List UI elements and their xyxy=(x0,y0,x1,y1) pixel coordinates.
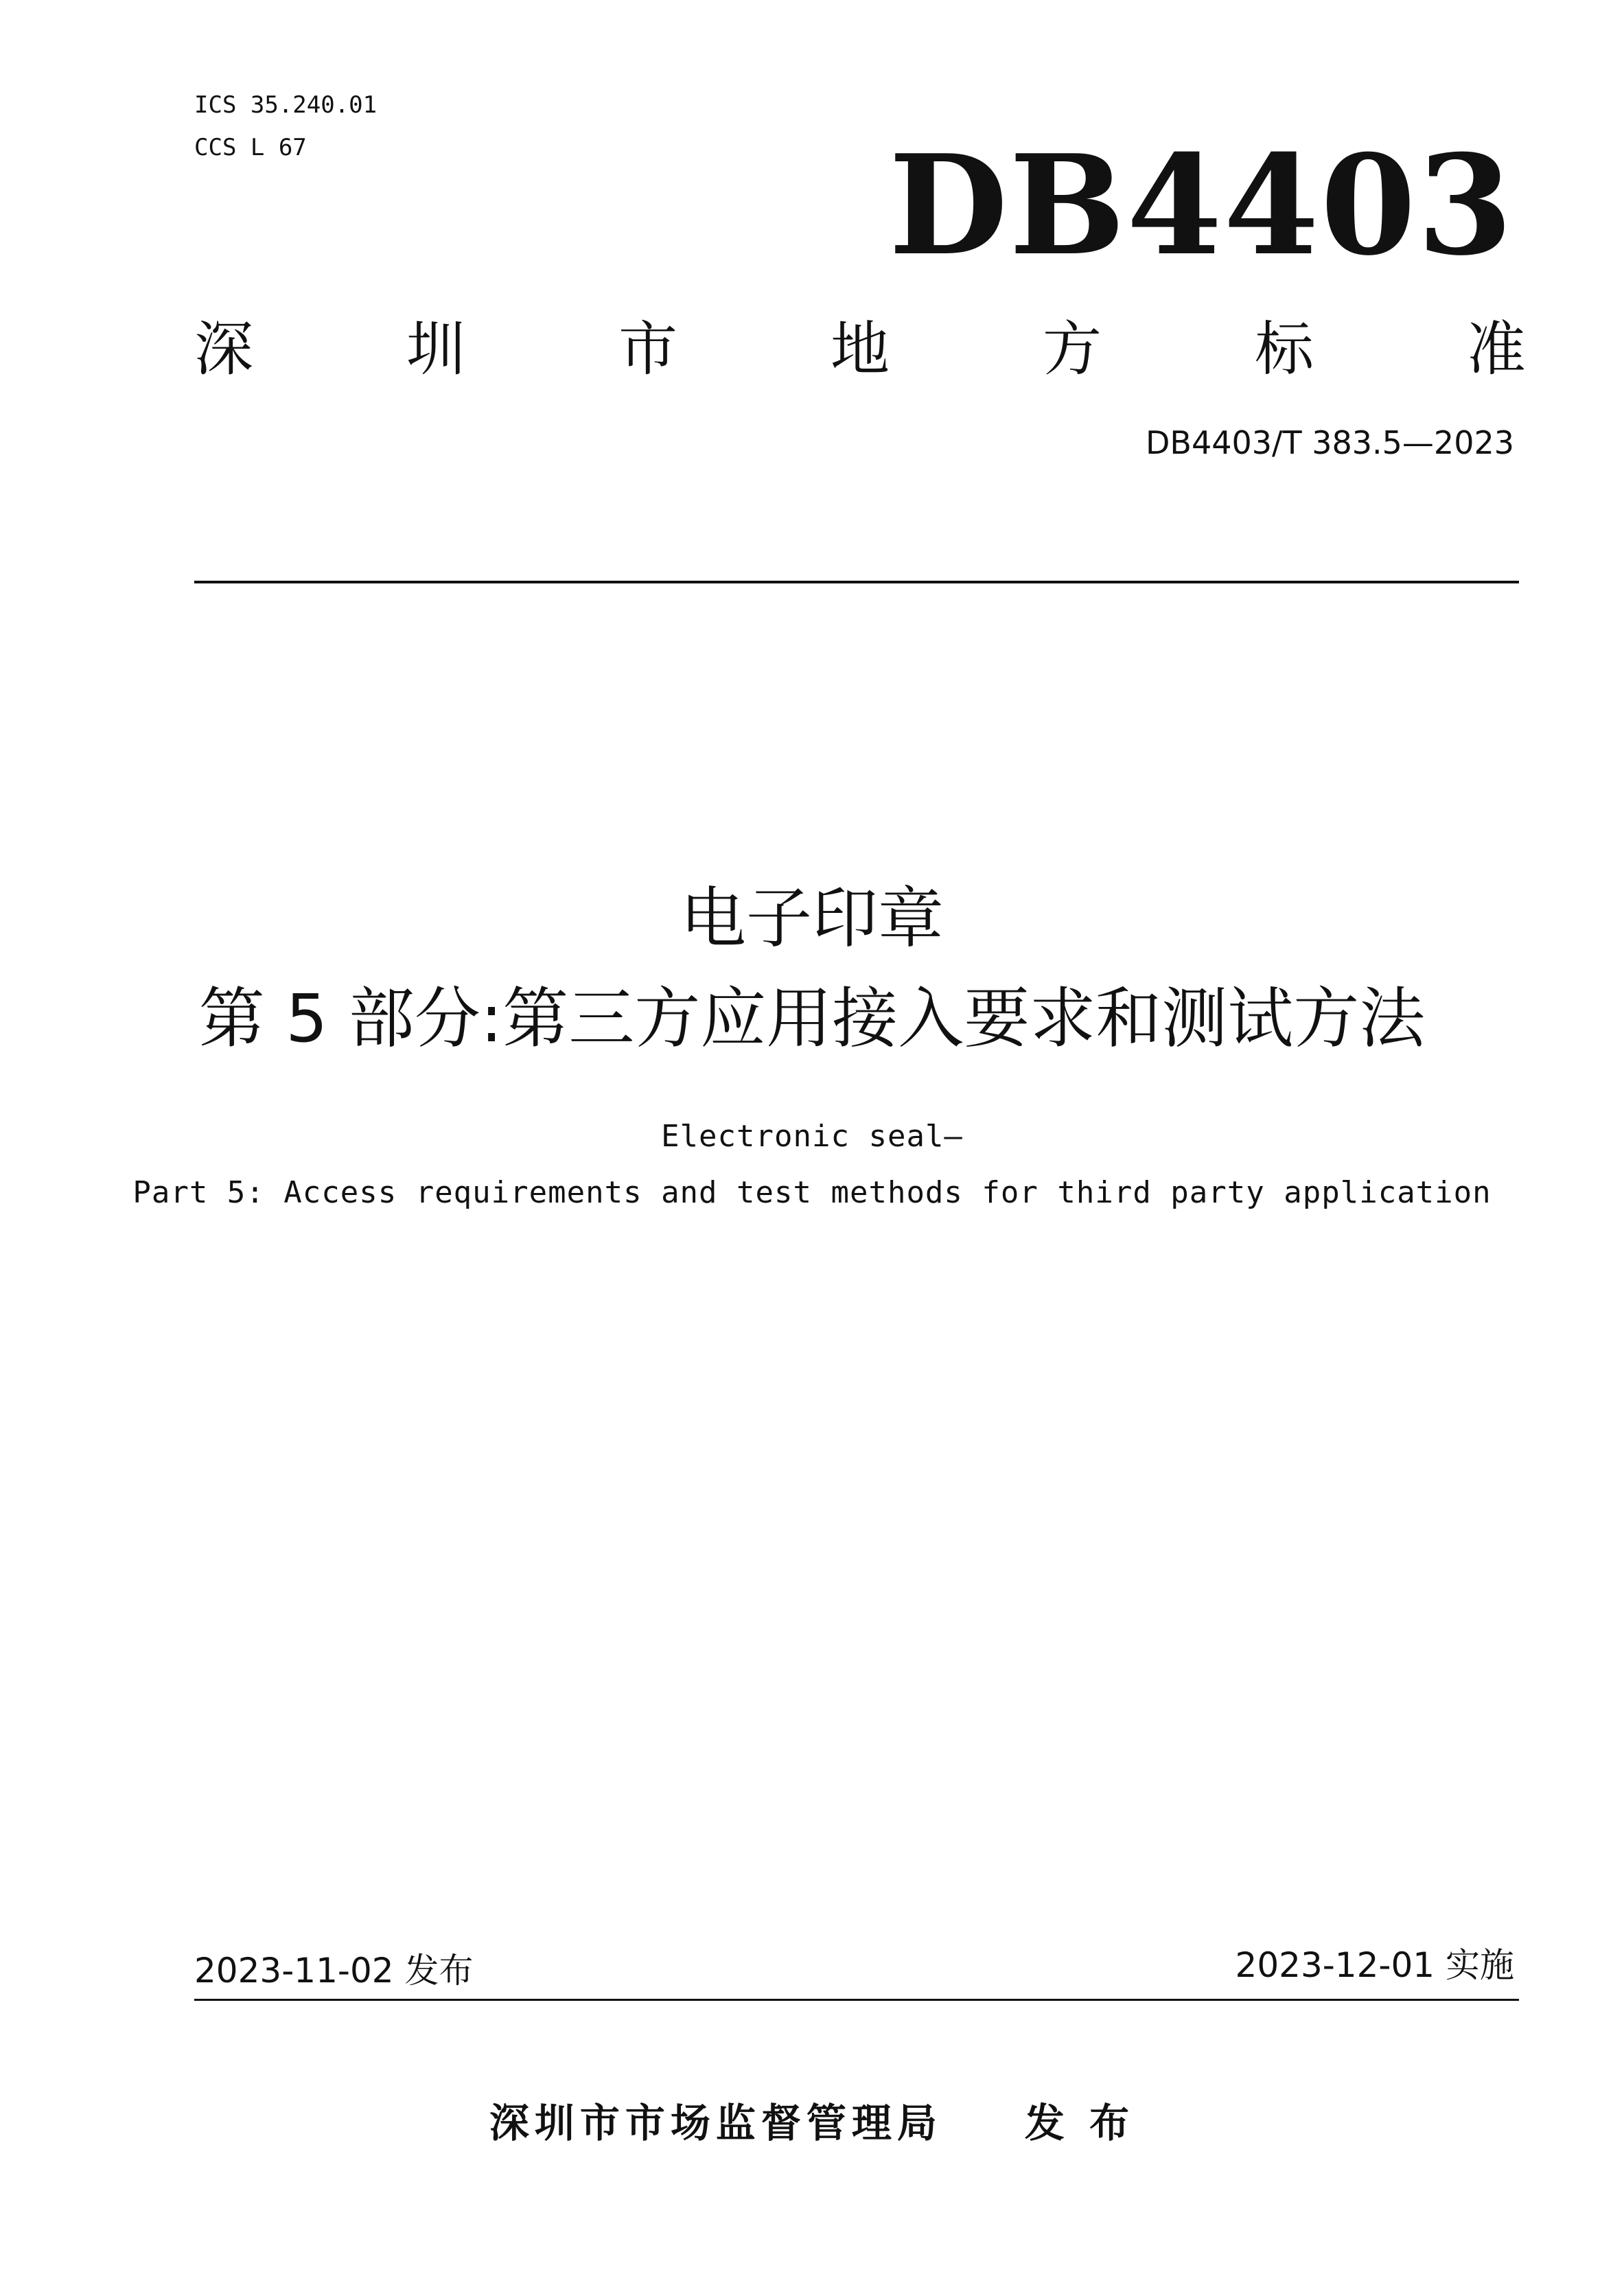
category-char: 圳 xyxy=(406,315,465,384)
header-divider xyxy=(194,581,1519,583)
standard-number: DB4403/T 383.5—2023 xyxy=(1145,424,1514,461)
footer-divider xyxy=(194,1999,1519,2001)
category-char: 方 xyxy=(1043,315,1102,384)
issuer-line xyxy=(0,2100,1624,2146)
title-english-subtitle: Part 5: Access requirements and test methods for third party application xyxy=(132,1175,1492,1210)
ics-code: ICS 35.240.01 xyxy=(194,91,378,119)
category-char: 深 xyxy=(194,315,253,384)
ccs-code: CCS L 67 xyxy=(194,134,307,161)
issue-date: 2023-11-02 发布 xyxy=(194,1951,474,1991)
category-char: 标 xyxy=(1255,315,1314,384)
category-char: 地 xyxy=(831,315,890,384)
title-chinese-subtitle: 第 5 部分:第三方应用接入要求和测试方法 xyxy=(198,980,1426,1057)
category-char: 市 xyxy=(618,315,677,384)
standard-category xyxy=(194,315,1526,384)
issuer-name: 深圳市市场监督管理局 xyxy=(489,2100,942,2146)
title-english-main: Electronic seal— xyxy=(661,1119,963,1154)
category-char: 准 xyxy=(1467,315,1526,384)
standard-code: DB4403 xyxy=(888,125,1514,286)
implementation-date: 2023-12-01 实施 xyxy=(1235,1945,1514,1985)
title-chinese-main: 电子印章 xyxy=(680,880,944,957)
classification-codes xyxy=(194,84,377,169)
issuer-action: 发 布 xyxy=(1024,2100,1135,2146)
